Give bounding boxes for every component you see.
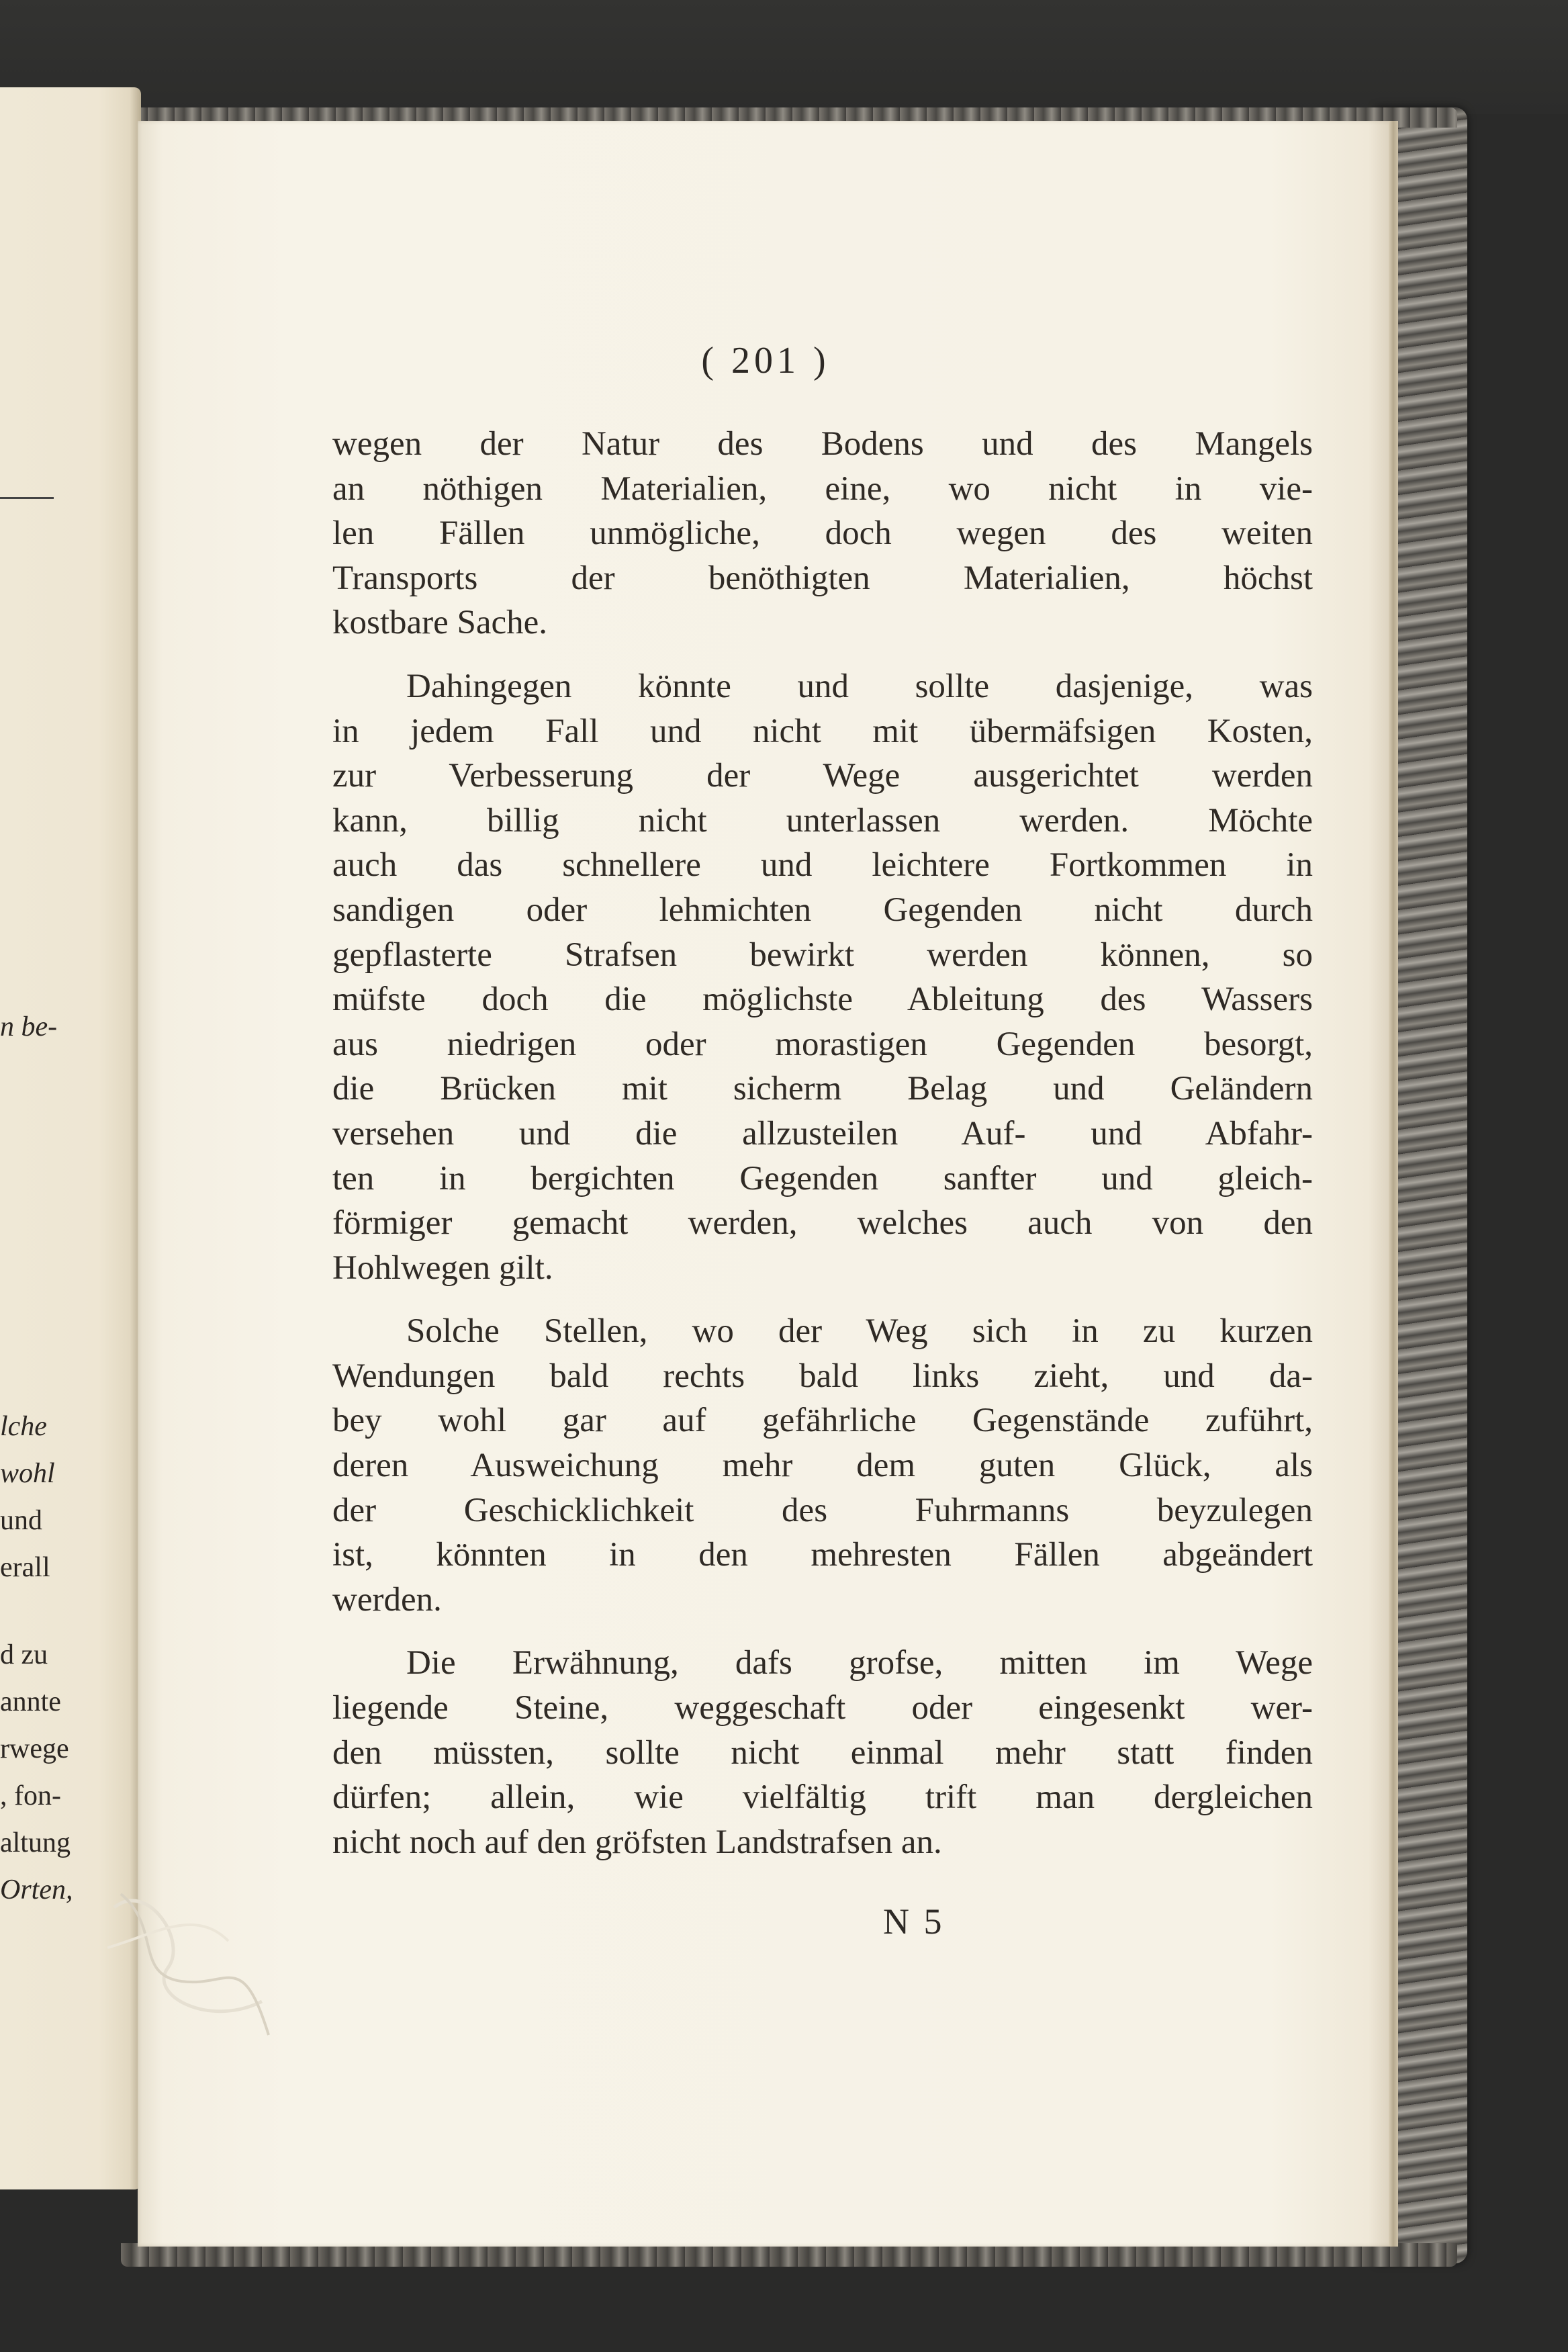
left-page-fragment: und — [0, 1505, 42, 1536]
text-line: in jedem Fall und nicht mit übermäfsigen Kosten, — [332, 712, 1313, 750]
left-page-fragment: Orten, — [0, 1874, 73, 1905]
body-text — [332, 422, 1313, 1883]
book-cover-bottom-edge — [121, 2243, 1457, 2267]
left-page-fragment: wohl — [0, 1458, 55, 1489]
text-line: bey wohl gar auf gefährliche Gegenstände zuführt, — [332, 1402, 1313, 1440]
text-line: Transports der benöthigten Materialien, höchst — [332, 559, 1313, 597]
text-line: len Fällen unmögliche, doch wegen des weiten — [332, 514, 1313, 553]
left-page-fragment: rwege — [0, 1733, 69, 1764]
text-line: müfste doch die möglichste Ableitung des Wassers — [332, 981, 1313, 1019]
text-line: den müssten, sollte nicht einmal mehr statt finden — [332, 1733, 1313, 1772]
left-page-fragment: n be- — [0, 1011, 58, 1042]
text-line: an nöthigen Materialien, eine, wo nicht in vie- — [332, 469, 1313, 508]
left-page-rule — [0, 497, 54, 499]
text-line: Dahingegen könnte und sollte dasjenige, was — [406, 667, 1313, 705]
paragraph — [332, 1641, 1313, 1864]
left-page-fragment: erall — [0, 1552, 50, 1583]
paragraph — [332, 422, 1313, 645]
text-line: aus niedrigen oder morastigen Gegenden besorgt, — [332, 1025, 1313, 1063]
paragraph — [332, 1309, 1313, 1622]
text-line: zur Verbesserung der Wege ausgerichtet werden — [332, 757, 1313, 795]
text-line: kann, billig nicht unterlassen werden. Möchte — [332, 801, 1313, 840]
page-fore-edge — [1389, 121, 1398, 2247]
text-line: Die Erwähnung, dafs grofse, mitten im Wege — [406, 1644, 1313, 1682]
left-page-fragment: d zu — [0, 1639, 48, 1670]
left-page-fragment: altung — [0, 1827, 71, 1858]
text-line: versehen und die allzusteilen Auf- und Abfahr- — [332, 1114, 1313, 1152]
left-page-fragment: annte — [0, 1686, 61, 1717]
text-line: ist, könnten in den mehresten Fällen abgeändert — [332, 1536, 1313, 1574]
text-line: förmiger gemacht werden, welches auch von den — [332, 1204, 1313, 1242]
loose-thread — [107, 1867, 282, 2055]
left-page-fragment: lche — [0, 1411, 47, 1442]
text-line: werden. — [332, 1580, 442, 1619]
text-line: deren Ausweichung mehr dem guten Glück, als — [332, 1447, 1313, 1485]
text-line: sandigen oder lehmichten Gegenden nicht durch — [332, 891, 1313, 929]
signature-mark: N 5 — [883, 1901, 945, 1942]
text-line: kostbare Sache. — [332, 604, 548, 642]
text-line: gepflasterte Strafsen bewirkt werden können, so — [332, 936, 1313, 974]
backdrop — [0, 0, 1568, 114]
text-line: der Geschicklichkeit des Fuhrmanns beyzulegen — [332, 1491, 1313, 1529]
text-line: Wendungen bald rechts bald links zieht, und da- — [332, 1357, 1313, 1395]
text-line: auch das schnellere und leichtere Fortkommen in — [332, 846, 1313, 885]
text-line: Solche Stellen, wo der Weg sich in zu kurzen — [406, 1312, 1313, 1351]
left-page-fragment: , fon- — [0, 1780, 61, 1811]
book-page — [138, 121, 1393, 2247]
text-line: ten in bergichten Gegenden sanfter und gleich- — [332, 1159, 1313, 1197]
text-line: liegende Steine, weggeschaft oder eingesenkt wer- — [332, 1689, 1313, 1727]
text-line: nicht noch auf den gröfsten Landstrafsen an. — [332, 1823, 942, 1861]
text-line: dürfen; allein, wie vielfältig trift man dergleichen — [332, 1778, 1313, 1817]
text-line: wegen der Natur des Bodens und des Mangels — [332, 425, 1313, 463]
page-number: ( 201 ) — [701, 340, 830, 381]
text-line: Hohlwegen gilt. — [332, 1249, 553, 1287]
paragraph — [332, 664, 1313, 1290]
text-line: die Brücken mit sicherm Belag und Geländern — [332, 1070, 1313, 1108]
